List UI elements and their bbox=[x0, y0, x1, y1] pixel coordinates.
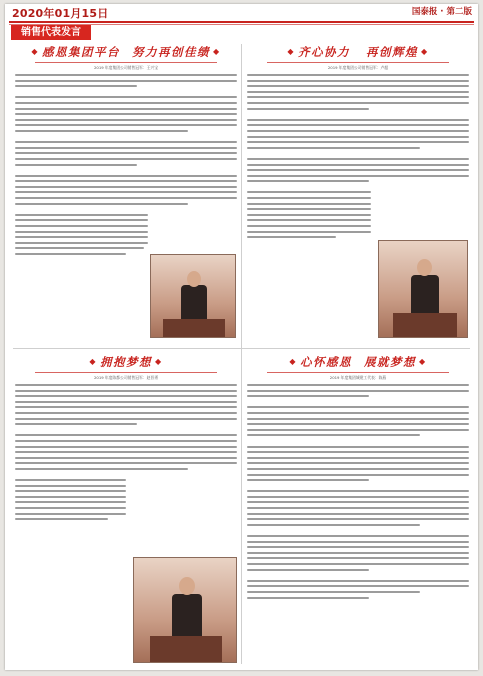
byline: 2019 年度陈都公司销售冠军：赵晋勇 bbox=[93, 375, 159, 380]
title-left: 齐心协力 bbox=[298, 45, 350, 59]
photo-speaker-2 bbox=[378, 240, 468, 338]
column-divider bbox=[241, 44, 242, 664]
article-bottom-right bbox=[247, 354, 469, 599]
photo-speaker-1 bbox=[150, 254, 236, 338]
header-rule bbox=[9, 21, 474, 23]
title-left: 心怀感恩 bbox=[300, 355, 352, 369]
title-underline bbox=[267, 62, 449, 63]
title-right: 展就梦想 bbox=[364, 355, 416, 369]
title-right: 努力再创佳绩 bbox=[132, 45, 210, 59]
article-body bbox=[15, 384, 237, 520]
article-top-right bbox=[247, 44, 469, 238]
article-title: ◆ 心怀感恩 展就梦想 ◆ bbox=[289, 355, 427, 369]
title-left: 拥抱梦想 bbox=[100, 355, 152, 369]
byline: 2019 年度集团公司销售冠军：卢超 bbox=[327, 65, 389, 70]
title-underline bbox=[35, 62, 217, 63]
masthead: 国泰报 · 第二版 bbox=[411, 7, 472, 17]
photo-speaker-3 bbox=[133, 557, 237, 663]
title-right: 再创辉煌 bbox=[366, 45, 418, 59]
article-title: ◆ 齐心协力 再创辉煌 ◆ bbox=[287, 45, 429, 59]
article-body bbox=[247, 384, 469, 599]
newspaper-page bbox=[5, 4, 478, 670]
byline: 2019 年度集团城建工代表：陈燕 bbox=[329, 375, 387, 380]
section-tag: 销售代表发言 bbox=[11, 25, 91, 40]
issue-date: 2020年01月15日 bbox=[12, 7, 109, 20]
title-underline bbox=[267, 372, 449, 373]
article-title: ◆ 拥抱梦想 ◆ bbox=[89, 355, 163, 369]
byline: 2019 年度集团公司销售冠军：王兴宝 bbox=[93, 65, 159, 70]
title-underline bbox=[35, 372, 217, 373]
article-bottom-left bbox=[15, 354, 237, 520]
row-divider bbox=[13, 348, 470, 349]
article-title: ◆ 感恩集团平台 努力再创佳绩 ◆ bbox=[31, 45, 221, 59]
article-body bbox=[15, 74, 237, 255]
title-left: 感恩集团平台 bbox=[42, 45, 120, 59]
article-top-left bbox=[15, 44, 237, 255]
article-body bbox=[247, 74, 469, 238]
